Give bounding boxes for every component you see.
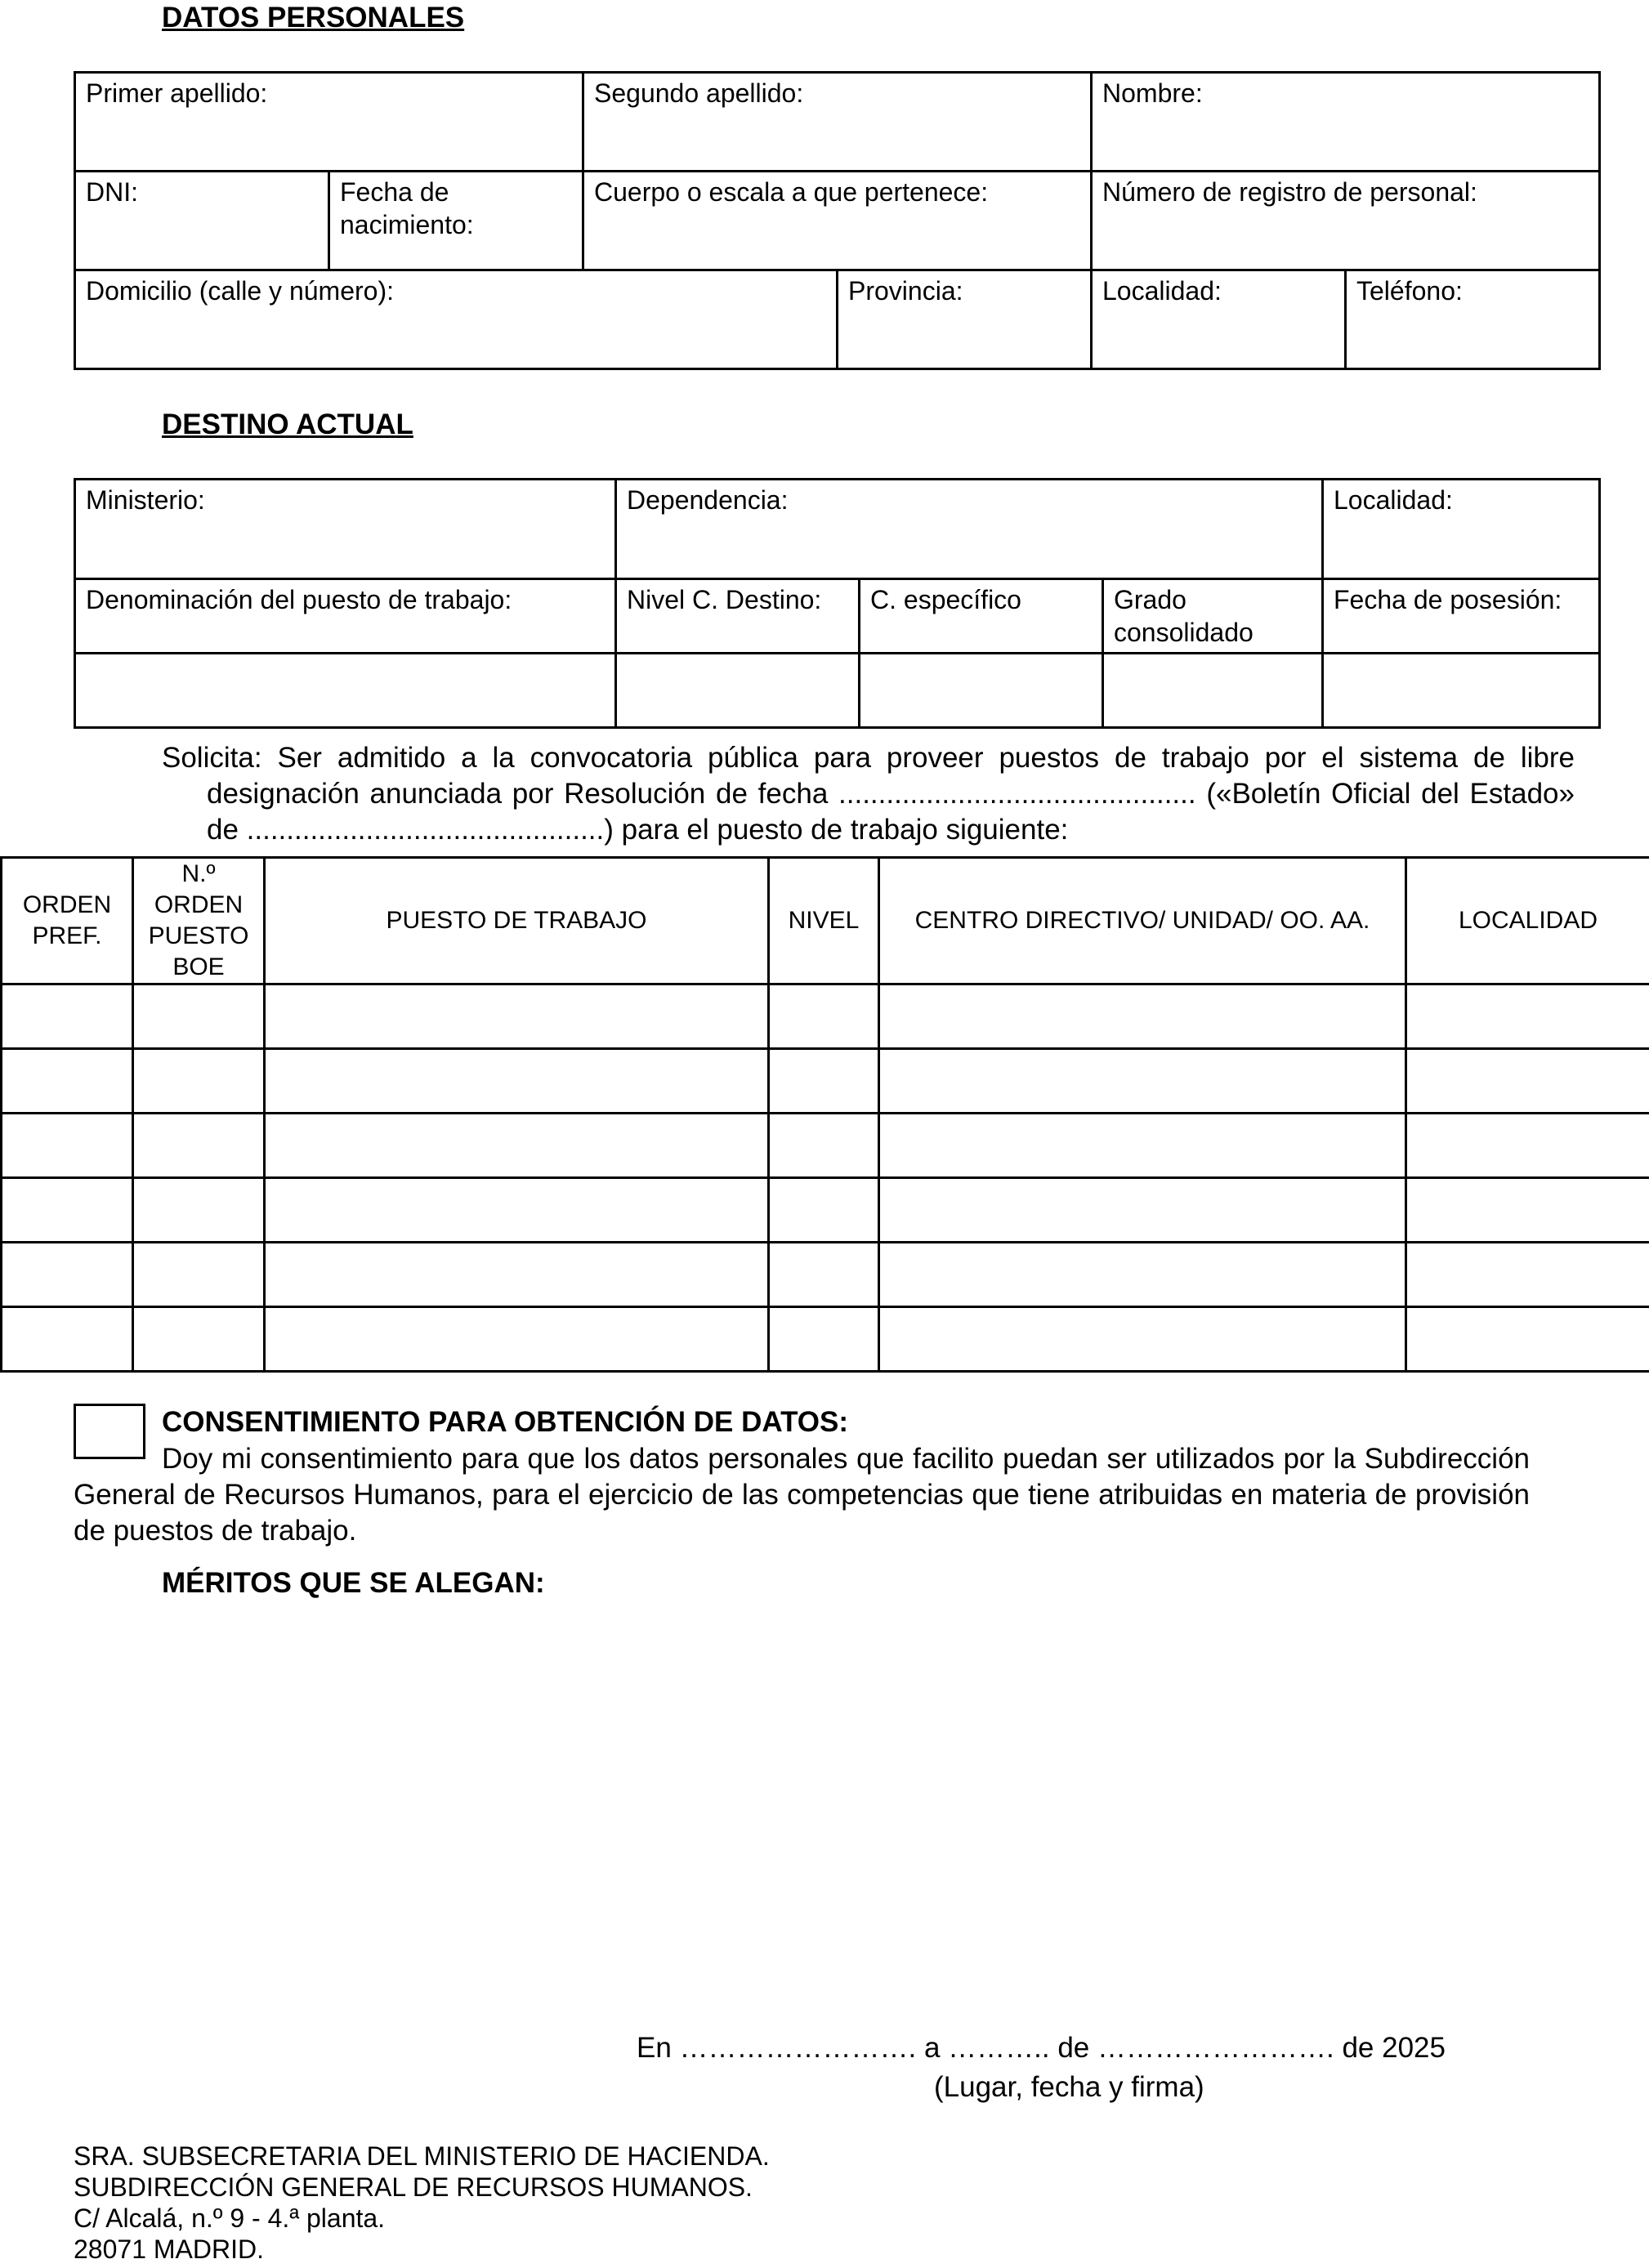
consentimiento-text: Doy mi consentimiento para que los datos personales que facilito puedan ser utilizados por la Subdirección General de Recursos Humanos, para el ejercicio de las competencias que tiene atribuidas en materia de provisión de puestos de trabajo.: [74, 1443, 1530, 1547]
consentimiento-heading: CONSENTIMIENTO PARA OBTENCIÓN DE DATOS:: [162, 1406, 849, 1438]
puesto-cell[interactable]: [769, 1114, 879, 1178]
telefono-label: Teléfono:: [1356, 276, 1463, 306]
table-row: [2, 1178, 1649, 1243]
firma-caption: (Lugar, fecha y firma): [934, 2071, 1204, 2103]
destinatario-line3: C/ Alcalá, n.º 9 - 4.ª planta.: [74, 2203, 386, 2233]
nivel-destino-header: [616, 579, 860, 654]
puesto-cell[interactable]: [879, 1114, 1406, 1178]
c-especifico-label: C. específico: [870, 585, 1021, 614]
nivel-destino-input[interactable]: [616, 654, 860, 728]
puesto-cell[interactable]: [133, 1114, 265, 1178]
ministerio-field[interactable]: [75, 480, 616, 579]
dni-label: DNI:: [86, 177, 138, 207]
puestos-rows: [2, 984, 1649, 1372]
domicilio-label: Domicilio (calle y número):: [86, 276, 394, 306]
destinatario-line1: SRA. SUBSECRETARIA DEL MINISTERIO DE HACIENDA.: [74, 2141, 770, 2171]
table-row: [2, 984, 1649, 1049]
puesto-cell[interactable]: [1406, 984, 1649, 1049]
puestos-table: [0, 856, 1649, 1373]
puesto-cell[interactable]: [879, 1178, 1406, 1243]
puesto-cell[interactable]: [879, 984, 1406, 1049]
destinatario-block: [74, 2141, 770, 2265]
localidad-label: Localidad:: [1102, 276, 1222, 306]
puesto-cell[interactable]: [265, 1178, 769, 1243]
puesto-cell[interactable]: [133, 984, 265, 1049]
table-row: [2, 1114, 1649, 1178]
table-row: [2, 1307, 1649, 1372]
puesto-cell[interactable]: [769, 1049, 879, 1114]
fecha-nacimiento-field[interactable]: [329, 172, 583, 270]
puesto-cell[interactable]: [265, 984, 769, 1049]
destino-actual-table: [74, 478, 1601, 729]
provincia-label: Provincia:: [848, 276, 963, 306]
dni-field[interactable]: [75, 172, 329, 270]
header-centro-directivo: CENTRO DIRECTIVO/ UNIDAD/ OO. AA.: [879, 858, 1406, 984]
puesto-cell[interactable]: [2, 984, 133, 1049]
dependencia-label: Dependencia:: [627, 485, 789, 515]
firma-line: En ……………………. a ……….. de ……………………. de 2025: [637, 2032, 1446, 2064]
puesto-cell[interactable]: [133, 1307, 265, 1372]
c-especifico-input[interactable]: [860, 654, 1103, 728]
primer-apellido-label: Primer apellido:: [86, 78, 268, 108]
puesto-cell[interactable]: [1406, 1307, 1649, 1372]
puesto-cell[interactable]: [1406, 1049, 1649, 1114]
datos-personales-table: [74, 71, 1601, 370]
solicitud-text: Solicita: Ser admitido a la convocatoria pública para proveer puestos de trabajo por el sistema de libre designación anunciada por Resolución de fecha ............................................. («Boletín Oficial del Estado» de .............................................) para el puesto de trabajo siguiente:: [162, 742, 1575, 846]
puesto-cell[interactable]: [769, 1178, 879, 1243]
segundo-apellido-label: Segundo apellido:: [594, 78, 804, 108]
puesto-cell[interactable]: [133, 1178, 265, 1243]
puesto-cell[interactable]: [2, 1114, 133, 1178]
puesto-cell[interactable]: [133, 1243, 265, 1307]
denominacion-header: [75, 579, 616, 654]
puesto-cell[interactable]: [2, 1243, 133, 1307]
ministerio-label: Ministerio:: [86, 485, 205, 515]
nombre-label: Nombre:: [1102, 78, 1203, 108]
table-row: [2, 1049, 1649, 1114]
puesto-cell[interactable]: [769, 1243, 879, 1307]
localidad-field[interactable]: [1092, 270, 1346, 369]
table-row: [2, 1243, 1649, 1307]
denominacion-label: Denominación del puesto de trabajo:: [86, 585, 512, 614]
destino-localidad-field[interactable]: [1323, 480, 1600, 579]
nombre-field[interactable]: [1092, 73, 1600, 172]
numero-registro-field[interactable]: [1092, 172, 1600, 270]
grado-consolidado-label: Grado consolidado: [1114, 585, 1254, 647]
primer-apellido-field[interactable]: [75, 73, 583, 172]
provincia-field[interactable]: [838, 270, 1092, 369]
meritos-area[interactable]: [74, 1609, 1598, 2018]
dependencia-field[interactable]: [616, 480, 1323, 579]
domicilio-field[interactable]: [75, 270, 838, 369]
puesto-cell[interactable]: [1406, 1114, 1649, 1178]
puesto-cell[interactable]: [133, 1049, 265, 1114]
puesto-cell[interactable]: [1406, 1178, 1649, 1243]
fecha-posesion-input[interactable]: [1323, 654, 1600, 728]
destinatario-line2: SUBDIRECCIÓN GENERAL DE RECURSOS HUMANOS.: [74, 2172, 753, 2202]
header-puesto-trabajo: PUESTO DE TRABAJO: [265, 858, 769, 984]
datos-personales-heading: DATOS PERSONALES: [162, 2, 465, 33]
c-especifico-header: [860, 579, 1103, 654]
puesto-cell[interactable]: [879, 1049, 1406, 1114]
puesto-cell[interactable]: [2, 1178, 133, 1243]
destino-localidad-label: Localidad:: [1334, 485, 1453, 515]
telefono-field[interactable]: [1346, 270, 1600, 369]
destino-actual-heading: DESTINO ACTUAL: [162, 409, 413, 440]
puesto-cell[interactable]: [265, 1307, 769, 1372]
denominacion-input[interactable]: [75, 654, 616, 728]
meritos-heading: MÉRITOS QUE SE ALEGAN:: [162, 1567, 545, 1599]
puesto-cell[interactable]: [2, 1049, 133, 1114]
segundo-apellido-field[interactable]: [583, 73, 1092, 172]
header-orden-pref: ORDEN PREF.: [2, 858, 133, 984]
header-orden-puesto-boe: N.º ORDEN PUESTO BOE: [133, 858, 265, 984]
nivel-destino-label: Nivel C. Destino:: [627, 585, 822, 614]
puesto-cell[interactable]: [879, 1307, 1406, 1372]
puesto-cell[interactable]: [265, 1049, 769, 1114]
grado-consolidado-input[interactable]: [1103, 654, 1323, 728]
puesto-cell[interactable]: [769, 1307, 879, 1372]
numero-registro-label: Número de registro de personal:: [1102, 177, 1477, 207]
fecha-posesion-label: Fecha de posesión:: [1334, 585, 1562, 614]
puesto-cell[interactable]: [1406, 1243, 1649, 1307]
destinatario-line4: 28071 MADRID.: [74, 2235, 264, 2264]
header-nivel: NIVEL: [769, 858, 879, 984]
grado-consolidado-header: [1103, 579, 1323, 654]
puesto-cell[interactable]: [879, 1243, 1406, 1307]
cuerpo-escala-label: Cuerpo o escala a que pertenece:: [594, 177, 989, 207]
header-localidad: LOCALIDAD: [1406, 858, 1649, 984]
puesto-cell[interactable]: [769, 984, 879, 1049]
puesto-cell[interactable]: [2, 1307, 133, 1372]
cuerpo-escala-field[interactable]: [583, 172, 1092, 270]
fecha-posesion-header: [1323, 579, 1600, 654]
fecha-nacimiento-label: Fecha de nacimiento:: [340, 177, 474, 239]
puesto-cell[interactable]: [265, 1114, 769, 1178]
puesto-cell[interactable]: [265, 1243, 769, 1307]
